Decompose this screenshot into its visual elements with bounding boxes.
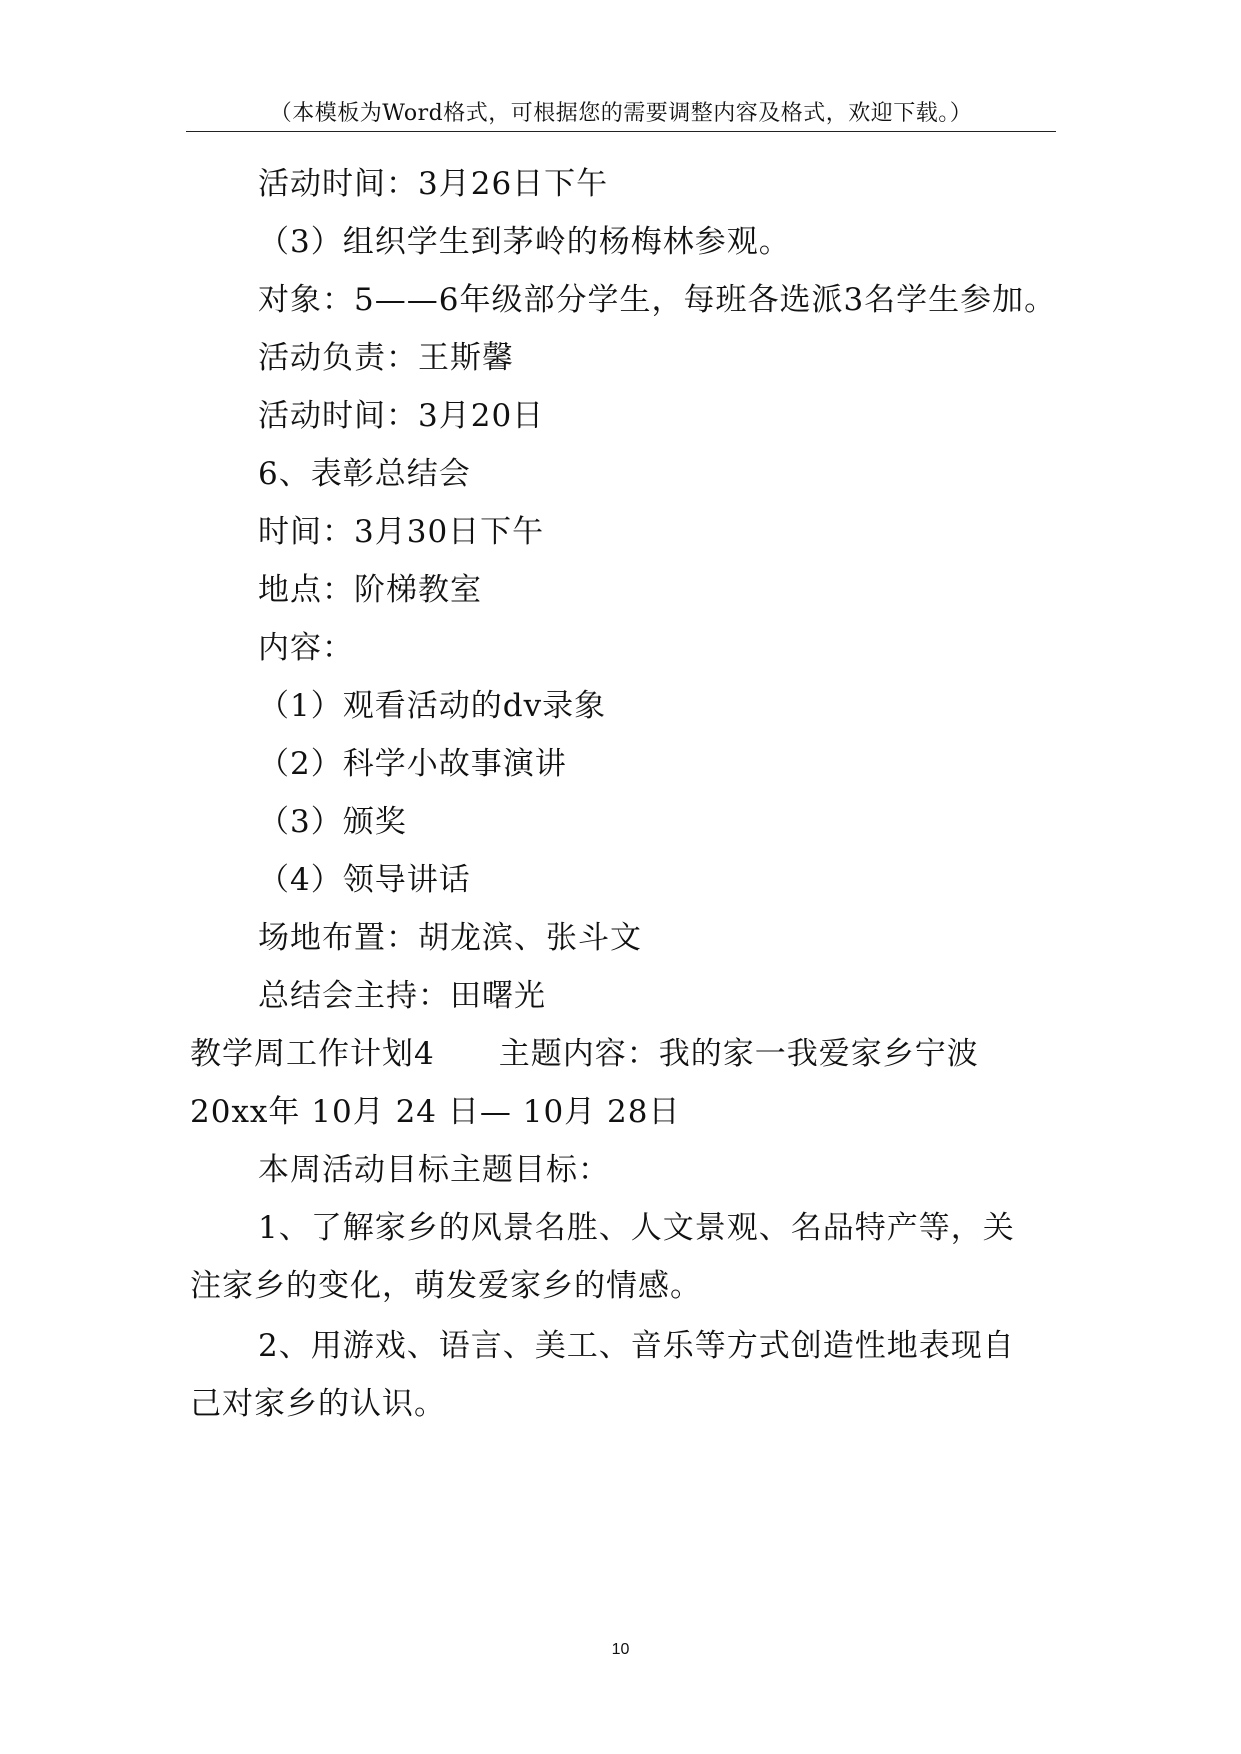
text-line: 活动负责：王斯馨 (258, 340, 514, 376)
text-line: 对象：5——6年级部分学生，每班各选派3名学生参加。 (258, 282, 1057, 318)
section-heading: 6、表彰总结会 (258, 456, 471, 492)
text-line: （3）组织学生到茅岭的杨梅林参观。 (258, 224, 791, 260)
list-item: （2）科学小故事演讲 (258, 746, 567, 782)
plan-title: 教学周工作计划4 主题内容：我的家一我爱家乡宁波 (190, 1036, 979, 1072)
text-line: 总结会主持：田曙光 (258, 978, 546, 1014)
list-item: （3）颁奖 (258, 804, 407, 840)
template-note: （本模板为Word格式，可根据您的需要调整内容及格式，欢迎下载。） (269, 101, 973, 126)
date-range: 20xx年 10月 24 日— 10月 28日 (190, 1094, 681, 1130)
text-line: 1、了解家乡的风景名胜、人文景观、名品特产等，关 (258, 1210, 1015, 1246)
text-line: 时间：3月30日下午 (258, 514, 545, 550)
text-line: 场地布置：胡龙滨、张斗文 (258, 920, 642, 956)
text-line: 本周活动目标主题目标： (258, 1152, 610, 1188)
text-line: 活动时间：3月26日下午 (258, 166, 609, 202)
text-line: 地点：阶梯教室 (258, 572, 482, 608)
text-line: 内容： (258, 630, 354, 666)
list-item: （1）观看活动的dv录象 (258, 688, 607, 724)
text-line: 2、用游戏、语言、美工、音乐等方式创造性地表现自 (258, 1328, 1015, 1364)
text-line: 己对家乡的认识。 (190, 1386, 446, 1422)
text-line: 注家乡的变化，萌发爱家乡的情感。 (190, 1268, 702, 1304)
list-item: （4）领导讲话 (258, 862, 471, 898)
text-line: 活动时间：3月20日 (258, 398, 545, 434)
page-number: 10 (611, 1641, 630, 1658)
header-divider (186, 131, 1056, 132)
